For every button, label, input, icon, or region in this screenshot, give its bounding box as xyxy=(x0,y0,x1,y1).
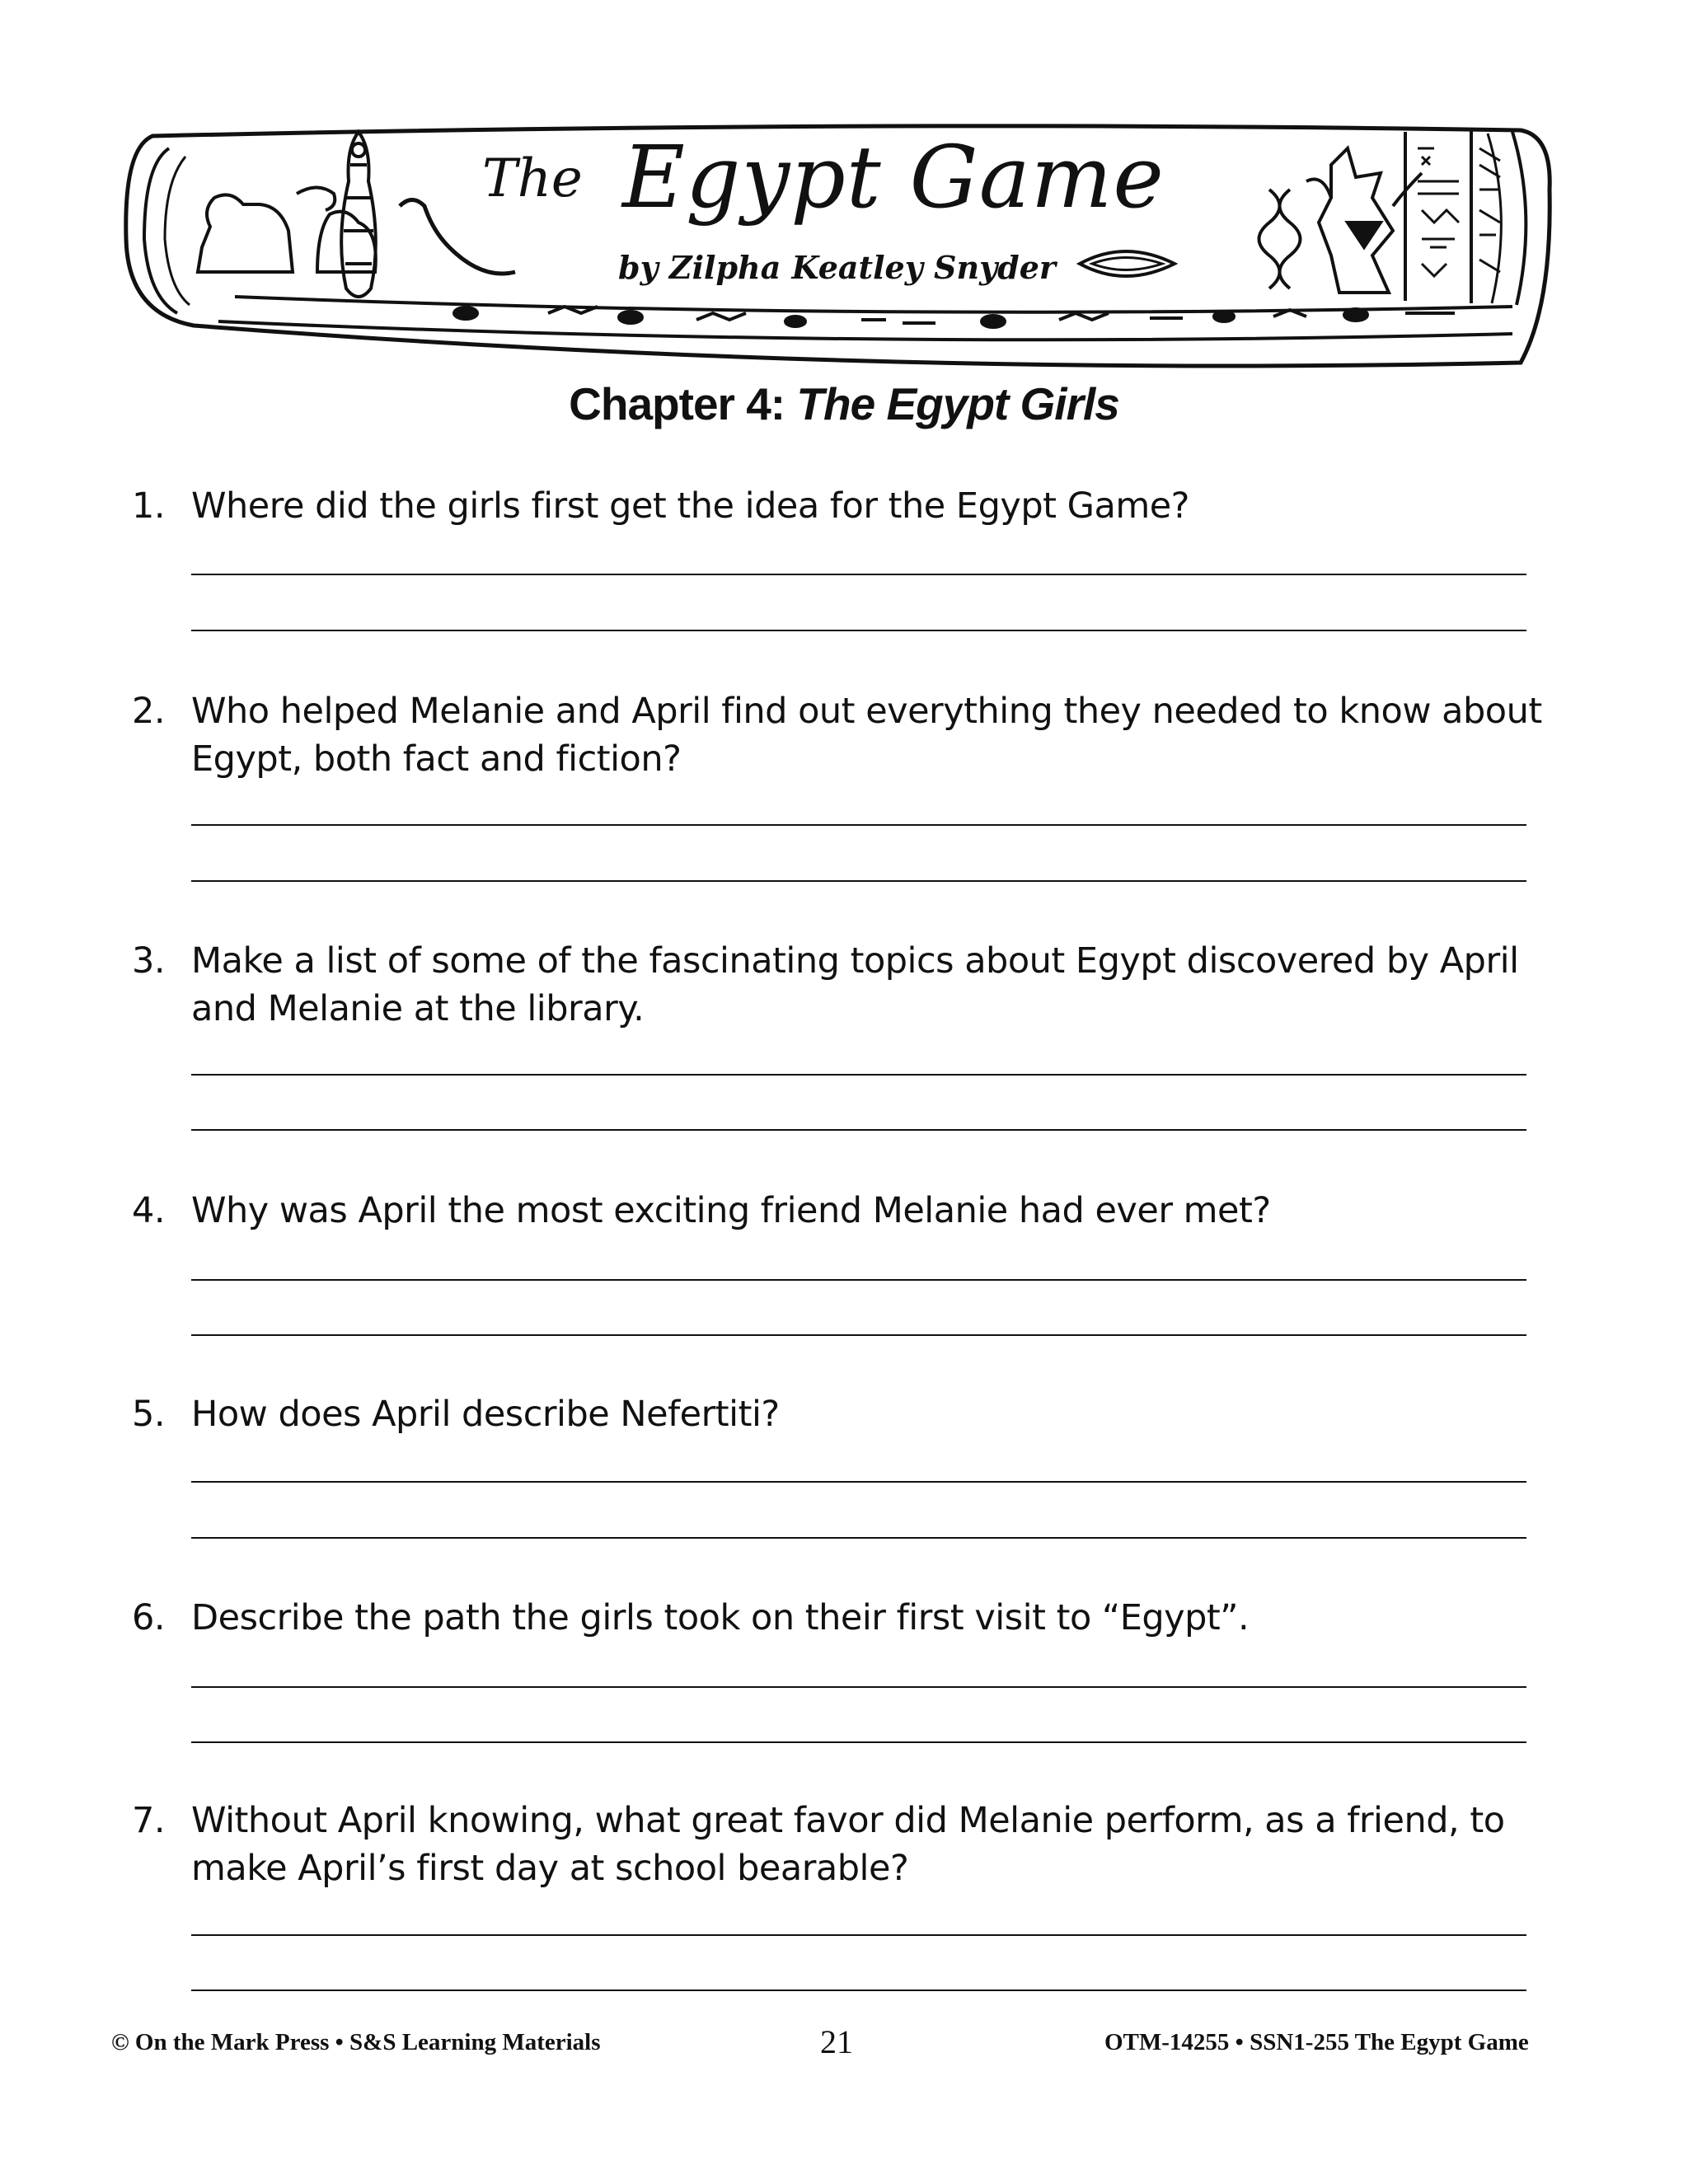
question-2 xyxy=(132,687,1550,783)
question-7 xyxy=(132,1797,1550,1892)
question-6 xyxy=(132,1594,1550,1642)
question-text: Where did the girls first get the idea for the Egypt Game? xyxy=(191,485,1189,527)
question-text: Make a list of some of the fascinating topics about Egypt discovered by April and Melanie at the library. xyxy=(191,940,1519,1029)
title-prefix: The xyxy=(482,148,583,209)
title-banner xyxy=(120,115,1554,379)
answer-line[interactable] xyxy=(191,1129,1526,1131)
answer-line[interactable] xyxy=(191,1537,1526,1539)
question-text: Why was April the most exciting friend Melanie had ever met? xyxy=(191,1190,1271,1231)
footer-publisher: © On the Mark Press • S&S Learning Materials xyxy=(111,2029,601,2055)
rope-knot-icon xyxy=(1259,190,1301,288)
question-3 xyxy=(132,937,1550,1033)
answer-line[interactable] xyxy=(191,1279,1526,1281)
question-5 xyxy=(132,1390,1550,1438)
question-text: Who helped Melanie and April find out everything they needed to know about Egypt, both fact and fiction? xyxy=(191,691,1542,780)
question-number: 1. xyxy=(132,485,166,527)
author-byline: by Zilpha Keatley Snyder xyxy=(618,249,1056,286)
question-number: 7. xyxy=(132,1800,166,1841)
answer-line[interactable] xyxy=(191,824,1526,826)
chapter-heading xyxy=(0,377,1688,430)
answer-line[interactable] xyxy=(191,1741,1526,1743)
question-4 xyxy=(132,1187,1550,1235)
chapter-label: Chapter 4: xyxy=(569,378,785,429)
question-number: 5. xyxy=(132,1394,166,1435)
answer-line[interactable] xyxy=(191,1990,1526,1991)
question-text: How does April describe Nefertiti? xyxy=(191,1394,780,1435)
question-number: 3. xyxy=(132,940,166,982)
answer-line[interactable] xyxy=(191,1481,1526,1483)
answer-line[interactable] xyxy=(191,1686,1526,1688)
question-number: 6. xyxy=(132,1597,166,1638)
footer-product-code: OTM-14255 • SSN1-255 The Egypt Game xyxy=(1104,2029,1529,2055)
book-title: Egypt Game xyxy=(622,127,1165,227)
question-number: 4. xyxy=(132,1190,166,1231)
question-number: 2. xyxy=(132,691,166,732)
hieroglyph-column-icon xyxy=(1418,148,1500,276)
answer-line[interactable] xyxy=(191,630,1526,631)
answer-line[interactable] xyxy=(191,1334,1526,1336)
answer-line[interactable] xyxy=(191,574,1526,575)
snake-icon xyxy=(400,200,515,274)
question-text: Describe the path the girls took on their first visit to “Egypt”. xyxy=(191,1597,1250,1638)
chapter-title: The Egypt Girls xyxy=(796,378,1119,429)
question-1 xyxy=(132,482,1550,530)
answer-line[interactable] xyxy=(191,1074,1526,1076)
question-text: Without April knowing, what great favor did Melanie perform, as a friend, to make April’s first day at school bearable? xyxy=(191,1800,1505,1889)
answer-line[interactable] xyxy=(191,880,1526,882)
answer-line[interactable] xyxy=(191,1934,1526,1936)
page-number: 21 xyxy=(820,2023,853,2060)
